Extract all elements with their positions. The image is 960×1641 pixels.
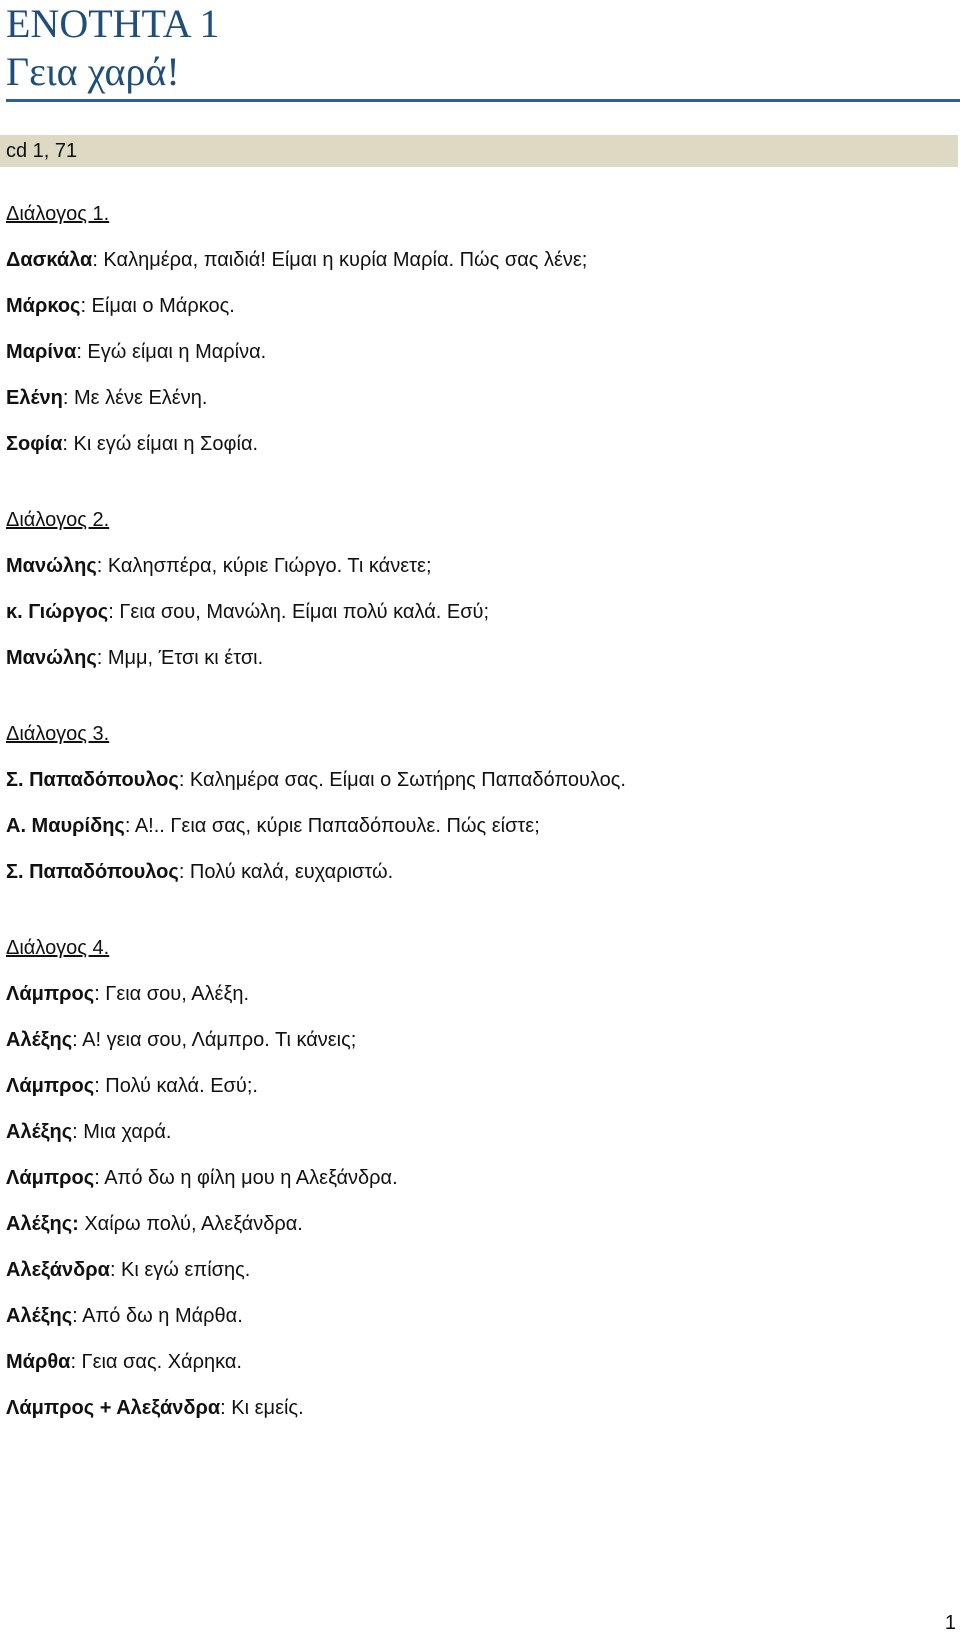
cd-track-label: cd 1, 71 [6, 140, 78, 162]
dialogue-line [6, 978, 956, 1024]
line-text: : Κι εγώ επίσης. [109, 1259, 251, 1281]
speaker-name: Σοφία [6, 433, 63, 455]
dialogue-line [6, 642, 956, 688]
line-text: : Από δω η φίλη μου η Αλεξάνδρα. [94, 1167, 398, 1189]
dialogue-title: Διάλογος 1. [6, 203, 110, 225]
line-text: : Καλησπέρα, κύριε Γιώργο. Τι κάνετε; [96, 555, 432, 577]
speaker-name: Αλεξάνδρα [6, 1259, 110, 1281]
dialogue-title: Διάλογος 2. [6, 509, 110, 531]
speaker-name: Λάμπρος [6, 1167, 95, 1189]
line-text: : Μια χαρά. [72, 1121, 172, 1143]
dialogue-line [6, 336, 956, 382]
dialogue-line [6, 382, 956, 428]
speaker-name: Μάρθα [6, 1351, 71, 1373]
dialogue-line [6, 244, 956, 290]
speaker-name: Σ. Παπαδόπουλος [6, 769, 179, 791]
title-divider [6, 99, 960, 102]
dialogue-line [6, 1116, 956, 1162]
section-gap [6, 474, 956, 504]
dialogue-title: Διάλογος 4. [6, 937, 110, 959]
line-text: : Καλημέρα, παιδιά! Είμαι η κυρία Μαρία. Πώς σας λένε; [92, 249, 588, 271]
dialogue-block [6, 932, 956, 1438]
dialogue-line [6, 764, 956, 810]
line-text: : Γεια σας. Χάρηκα. [70, 1351, 242, 1373]
document-header [6, 0, 956, 96]
line-text: : Γεια σου, Αλέξη. [94, 983, 250, 1005]
line-text: : Μμμ, Έτσι κι έτσι. [96, 647, 264, 669]
line-text: : Α!.. Γεια σας, κύριε Παπαδόπουλε. Πώς είστε; [124, 815, 540, 837]
line-text: : Είμαι ο Μάρκος. [80, 295, 235, 317]
dialogue-line [6, 1392, 956, 1438]
line-text: : Πολύ καλά. Εσύ;. [94, 1075, 258, 1097]
unit-subtitle: Γεια χαρά! [6, 49, 180, 94]
line-text: : Κι εμείς. [220, 1397, 304, 1419]
dialogue-block [6, 718, 956, 902]
speaker-name: Μάρκος [6, 295, 81, 317]
speaker-name: Μανώλης [6, 555, 97, 577]
line-text: : Α! γεια σου, Λάμπρο. Τι κάνεις; [72, 1029, 357, 1051]
dialogue-block [6, 198, 956, 474]
speaker-name: κ. Γιώργος [6, 601, 109, 623]
dialogue-line [6, 1300, 956, 1346]
dialogue-line [6, 1070, 956, 1116]
section-gap [6, 902, 956, 932]
dialogue-line [6, 1024, 956, 1070]
page-number: 1 [944, 1612, 956, 1634]
dialogues-container [6, 198, 956, 1438]
dialogue-block [6, 504, 956, 688]
unit-title: ΕΝΟΤΗΤΑ 1 [6, 1, 220, 46]
speaker-name: Μαρίνα [6, 341, 77, 363]
dialogue-line [6, 1346, 956, 1392]
line-text: : Από δω η Μάρθα. [72, 1305, 243, 1327]
speaker-name: Λάμπρος [6, 1075, 95, 1097]
speaker-name: Μανώλης [6, 647, 97, 669]
section-gap [6, 688, 956, 718]
line-text: : Με λένε Ελένη. [62, 387, 208, 409]
dialogue-line [6, 596, 956, 642]
speaker-name: Σ. Παπαδόπουλος [6, 861, 179, 883]
dialogue-line [6, 550, 956, 596]
speaker-name: Αλέξης [6, 1305, 73, 1327]
line-text: : Πολύ καλά, ευχαριστώ. [178, 861, 394, 883]
dialogue-title: Διάλογος 3. [6, 723, 110, 745]
speaker-name: Α. Μαυρίδης [6, 815, 125, 837]
speaker-name: Δασκάλα [6, 249, 93, 271]
speaker-name: Αλέξης [6, 1029, 73, 1051]
speaker-name: Αλέξης: [6, 1213, 79, 1235]
speaker-name: Αλέξης [6, 1121, 73, 1143]
line-text: : Εγώ είμαι η Μαρίνα. [76, 341, 267, 363]
speaker-name: Λάμπρος [6, 983, 95, 1005]
dialogue-line [6, 1254, 956, 1300]
line-text: Χαίρω πολύ, Αλεξάνδρα. [78, 1213, 303, 1235]
line-text: : Καλημέρα σας. Είμαι ο Σωτήρης Παπαδόπουλος. [178, 769, 626, 791]
dialogue-line [6, 1208, 956, 1254]
dialogue-line [6, 428, 956, 474]
speaker-name: Λάμπρος + Αλεξάνδρα [6, 1397, 221, 1419]
dialogue-line [6, 1162, 956, 1208]
dialogue-line [6, 810, 956, 856]
line-text: : Γεια σου, Μανώλη. Είμαι πολύ καλά. Εσύ; [108, 601, 490, 623]
speaker-name: Ελένη [6, 387, 63, 409]
dialogue-line [6, 856, 956, 902]
dialogue-line [6, 290, 956, 336]
line-text: : Κι εγώ είμαι η Σοφία. [62, 433, 259, 455]
cd-track-bar [0, 135, 958, 167]
